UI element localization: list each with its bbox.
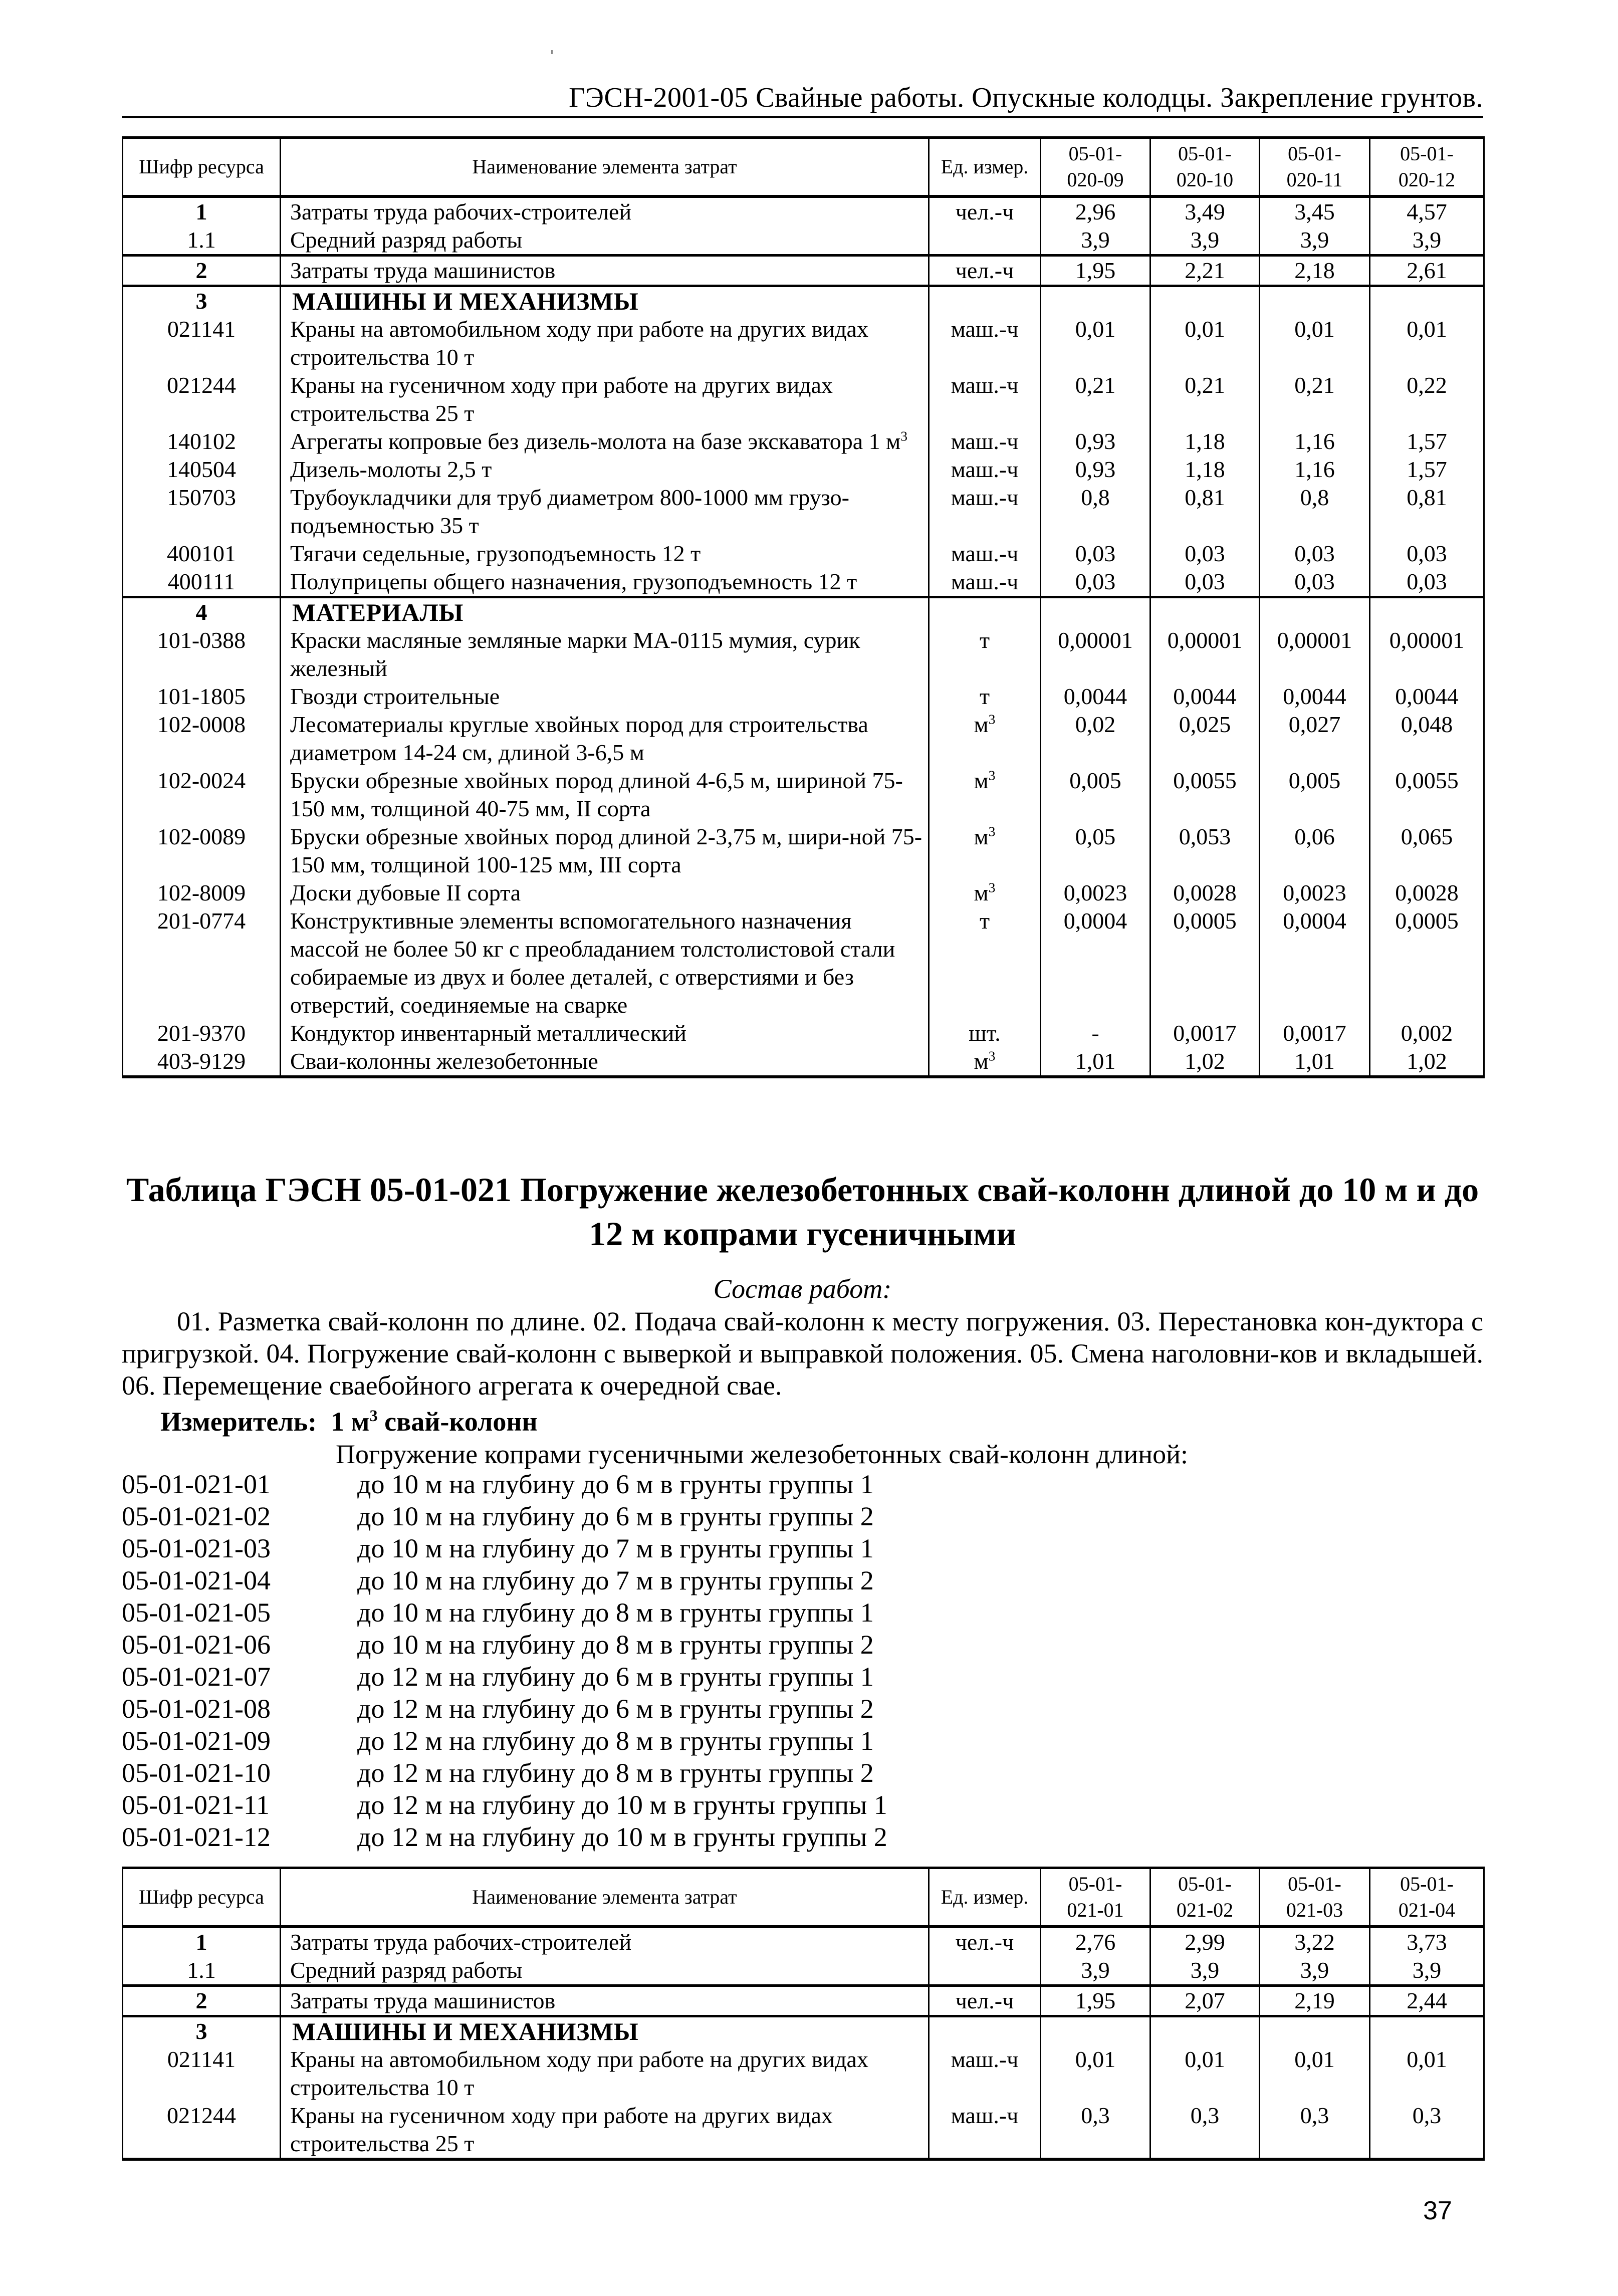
header-code: Шифр ресурса xyxy=(123,1868,281,1927)
resource-code: 2 xyxy=(123,256,281,286)
resource-value: 1,01 xyxy=(1260,1047,1370,1077)
resource-unit: $м^3$ xyxy=(929,767,1041,823)
list-item xyxy=(122,1500,1124,1532)
resource-name: Средний разряд работы xyxy=(281,226,929,256)
resource-code: 021244 xyxy=(123,2102,281,2159)
resource-value: 1,02 xyxy=(1150,1047,1260,1077)
resource-unit xyxy=(929,1956,1041,1986)
resource-value: 0,3 xyxy=(1260,2102,1370,2159)
resource-value: 3,45 xyxy=(1260,196,1370,226)
resource-value: 3,9 xyxy=(1150,226,1260,256)
running-header: ГЭСН-2001-05 Свайные работы. Опускные колодцы. Закрепление грунтов. xyxy=(569,82,1483,113)
resource-name: Полуприцепы общего назначения, грузоподъемность 12 т xyxy=(281,568,929,597)
resource-value: 0,027 xyxy=(1260,711,1370,767)
resource-value: 3,9 xyxy=(1260,1956,1370,1986)
table-row xyxy=(123,626,1484,682)
list-item xyxy=(122,1757,1124,1789)
norm-description: до 12 м на глубину до 8 м в грунты группы 2 xyxy=(357,1758,874,1788)
resource-value: 2,96 xyxy=(1041,196,1150,226)
resource-value xyxy=(1260,2016,1370,2046)
resource-value: 0,22 xyxy=(1370,371,1484,427)
resource-value: 0,3 xyxy=(1370,2102,1484,2159)
table-body xyxy=(123,1927,1484,2159)
list-item xyxy=(122,1468,1124,1500)
resource-value: 1,18 xyxy=(1150,455,1260,484)
resource-value: 0,01 xyxy=(1150,2045,1260,2102)
table-title: Таблица ГЭСН 05-01-021 Погружение железобетонных свай-колонн длиной до 10 м и до 12 м копрами гусеничными xyxy=(126,1171,1479,1253)
table-header-row xyxy=(123,138,1484,197)
table-row xyxy=(123,286,1484,316)
table-row xyxy=(123,1927,1484,1956)
table-row xyxy=(123,196,1484,226)
resource-unit: т xyxy=(929,682,1041,711)
norm-description: до 10 м на глубину до 8 м в грунты группы 1 xyxy=(357,1597,874,1628)
resource-code: 102-0008 xyxy=(123,711,281,767)
resource-value: 4,57 xyxy=(1370,196,1484,226)
resource-value: 0,8 xyxy=(1041,484,1150,540)
resource-name: Затраты труда машинистов xyxy=(281,1986,929,2016)
resource-name: МАТЕРИАЛЫ xyxy=(281,597,929,627)
resource-value: 0,005 xyxy=(1260,767,1370,823)
resource-value xyxy=(1041,286,1150,316)
resource-value: 0,00001 xyxy=(1370,626,1484,682)
header-name: Наименование элемента затрат xyxy=(281,1868,929,1927)
norm-description: до 12 м на глубину до 10 м в грунты группы 1 xyxy=(357,1790,887,1820)
table-row xyxy=(123,226,1484,256)
resource-name: Трубоукладчики для труб диаметром 800-1000 мм грузо-подъемностью 35 т xyxy=(281,484,929,540)
resource-value: 0,81 xyxy=(1370,484,1484,540)
resource-table-021 xyxy=(122,1867,1485,2161)
resource-value: 2,99 xyxy=(1150,1927,1260,1956)
meter-suffix: свай-колонн xyxy=(377,1407,538,1437)
norm-code: 05-01-021-07 xyxy=(122,1662,271,1692)
list-item xyxy=(122,1821,1124,1853)
norm-code: 05-01-021-09 xyxy=(122,1726,271,1756)
resource-value: 0,03 xyxy=(1370,540,1484,568)
resource-unit xyxy=(929,286,1041,316)
resource-unit: чел.-ч xyxy=(929,1927,1041,1956)
table-row xyxy=(123,427,1484,455)
resource-name: Агрегаты копровые без дизель-молота на базе экскаватора 1 $м^3$ xyxy=(281,427,929,455)
resource-table-020 xyxy=(122,136,1485,1078)
resource-value: 0,0017 xyxy=(1260,1019,1370,1047)
table-row xyxy=(123,907,1484,1019)
table-row xyxy=(123,371,1484,427)
codes-list xyxy=(122,1468,1124,1853)
resource-value: 0,0055 xyxy=(1150,767,1260,823)
resource-value: 0,06 xyxy=(1260,823,1370,879)
resource-value: 3,22 xyxy=(1260,1927,1370,1956)
list-item xyxy=(122,1629,1124,1661)
resource-value xyxy=(1150,286,1260,316)
resource-unit: маш.-ч xyxy=(929,484,1041,540)
resource-value: 3,9 xyxy=(1260,226,1370,256)
resource-code: 2 xyxy=(123,1986,281,2016)
resource-value: 0,053 xyxy=(1150,823,1260,879)
resource-unit: $м^3$ xyxy=(929,823,1041,879)
resource-value: 2,07 xyxy=(1150,1986,1260,2016)
resource-value: 1,95 xyxy=(1041,256,1150,286)
resource-value: 0,21 xyxy=(1150,371,1260,427)
resource-name: Затраты труда машинистов xyxy=(281,256,929,286)
resource-value: 1,16 xyxy=(1260,455,1370,484)
resource-value: 1,02 xyxy=(1370,1047,1484,1077)
resource-name: Краны на гусеничном ходу при работе на других видах строительства 25 т xyxy=(281,371,929,427)
resource-value: 0,03 xyxy=(1150,568,1260,597)
resource-name: Краны на гусеничном ходу при работе на других видах строительства 25 т xyxy=(281,2102,929,2159)
resource-name: МАШИНЫ И МЕХАНИЗМЫ xyxy=(281,2016,929,2046)
meter-value: 1 м xyxy=(331,1407,370,1437)
resource-code: 101-1805 xyxy=(123,682,281,711)
resource-value: 0,025 xyxy=(1150,711,1260,767)
resource-code: 102-0024 xyxy=(123,767,281,823)
resource-code: 400111 xyxy=(123,568,281,597)
resource-name: Кондуктор инвентарный металлический xyxy=(281,1019,929,1047)
resource-name: Средний разряд работы xyxy=(281,1956,929,1986)
resource-unit xyxy=(929,226,1041,256)
norm-description: до 12 м на глубину до 8 м в грунты группы 1 xyxy=(357,1726,874,1756)
table-header-row xyxy=(123,1868,1484,1927)
resource-code: 1 xyxy=(123,196,281,226)
resource-value: 0,01 xyxy=(1370,315,1484,371)
resource-unit xyxy=(929,597,1041,627)
table-row xyxy=(123,767,1484,823)
header-col-021-01: 05-01- 021-01 xyxy=(1041,1868,1150,1927)
table-row xyxy=(123,256,1484,286)
resource-value: 0,05 xyxy=(1041,823,1150,879)
resource-name: Краны на автомобильном ходу при работе на других видах строительства 10 т xyxy=(281,315,929,371)
norm-code: 05-01-021-05 xyxy=(122,1597,271,1628)
resource-value: 0,21 xyxy=(1041,371,1150,427)
table-row xyxy=(123,2045,1484,2102)
resource-value xyxy=(1260,286,1370,316)
meter xyxy=(160,1406,538,1438)
resource-value: 0,03 xyxy=(1370,568,1484,597)
resource-unit: маш.-ч xyxy=(929,2102,1041,2159)
resource-value: 1,57 xyxy=(1370,455,1484,484)
resource-value: 0,01 xyxy=(1041,2045,1150,2102)
norm-code: 05-01-021-12 xyxy=(122,1822,271,1852)
resource-value: 1,01 xyxy=(1041,1047,1150,1077)
list-item xyxy=(122,1725,1124,1757)
resource-value: 1,18 xyxy=(1150,427,1260,455)
resource-unit: $м^3$ xyxy=(929,879,1041,907)
header-col-021-02: 05-01- 021-02 xyxy=(1150,1868,1260,1927)
resource-name: Краски масляные земляные марки МА-0115 мумия, сурик железный xyxy=(281,626,929,682)
table-row xyxy=(123,455,1484,484)
resource-value: 0,00001 xyxy=(1150,626,1260,682)
resource-code: 4 xyxy=(123,597,281,627)
resource-value: 0,0055 xyxy=(1370,767,1484,823)
resource-value: 0,03 xyxy=(1041,540,1150,568)
resource-value: 3,9 xyxy=(1370,226,1484,256)
resource-value: 0,01 xyxy=(1370,2045,1484,2102)
resource-value: 0,01 xyxy=(1260,315,1370,371)
norm-description: до 12 м на глубину до 6 м в грунты группы 2 xyxy=(357,1694,874,1724)
resource-value: 0,01 xyxy=(1150,315,1260,371)
header-col-021-04: 05-01- 021-04 xyxy=(1370,1868,1484,1927)
resource-value: 1,57 xyxy=(1370,427,1484,455)
table-body xyxy=(123,196,1484,1077)
resource-unit: $м^3$ xyxy=(929,711,1041,767)
norm-description: до 12 м на глубину до 10 м в грунты группы 2 xyxy=(357,1822,887,1852)
table-row xyxy=(123,823,1484,879)
resource-unit: маш.-ч xyxy=(929,568,1041,597)
resource-value: 0,002 xyxy=(1370,1019,1484,1047)
norm-code: 05-01-021-11 xyxy=(122,1790,270,1820)
resource-value: 0,8 xyxy=(1260,484,1370,540)
resource-name: Бруски обрезные хвойных пород длиной 2-3,75 м, шири-ной 75-150 мм, толщиной 100-125 мм, III сорта xyxy=(281,823,929,879)
resource-value: 3,49 xyxy=(1150,196,1260,226)
resource-value: 3,9 xyxy=(1041,1956,1150,1986)
norm-description: до 10 м на глубину до 7 м в грунты группы 1 xyxy=(357,1533,874,1563)
resource-name: Краны на автомобильном ходу при работе на других видах строительства 10 т xyxy=(281,2045,929,2102)
table-row xyxy=(123,2102,1484,2159)
table-row xyxy=(123,540,1484,568)
resource-code: 140504 xyxy=(123,455,281,484)
resource-value: 3,9 xyxy=(1150,1956,1260,1986)
page-number: 37 xyxy=(1423,2196,1452,2225)
resource-value: 3,9 xyxy=(1370,1956,1484,1986)
norm-description: до 10 м на глубину до 8 м в грунты группы 2 xyxy=(357,1630,874,1660)
resource-value xyxy=(1041,2016,1150,2046)
list-item xyxy=(122,1596,1124,1629)
resource-value: 0,03 xyxy=(1150,540,1260,568)
intro-line: Погружение копрами гусеничными железобетонных свай-колонн длиной: xyxy=(336,1439,1189,1469)
resource-unit: т xyxy=(929,626,1041,682)
resource-code: 021141 xyxy=(123,2045,281,2102)
resource-name: Гвозди строительные xyxy=(281,682,929,711)
resource-value: 0,0023 xyxy=(1041,879,1150,907)
norm-code: 05-01-021-06 xyxy=(122,1630,271,1660)
table-row xyxy=(123,711,1484,767)
resource-value: 0,03 xyxy=(1260,568,1370,597)
resource-code: 400101 xyxy=(123,540,281,568)
resource-unit: $м^3$ xyxy=(929,1047,1041,1077)
norm-description: до 10 м на глубину до 7 м в грунты группы 2 xyxy=(357,1565,874,1595)
resource-value: 3,73 xyxy=(1370,1927,1484,1956)
table-row xyxy=(123,1986,1484,2016)
norm-code: 05-01-021-08 xyxy=(122,1694,271,1724)
composition-label: Состав работ: xyxy=(713,1274,892,1304)
resource-value: 0,0044 xyxy=(1370,682,1484,711)
resource-code: 021244 xyxy=(123,371,281,427)
resource-value xyxy=(1150,2016,1260,2046)
resource-unit: чел.-ч xyxy=(929,256,1041,286)
composition-text: 01. Разметка свай-колонн по длине. 02. Подача свай-колонн к месту погружения. 03. Перестановка кон-дуктора с пригрузкой. 04. Погружение свай-колонн с выверкой и выправкой положения. 05. Смена наголовни-ков и вкладышей. 06. Перемещение сваебойного агрегата к очередной свае. xyxy=(122,1306,1483,1401)
resource-code: 021141 xyxy=(123,315,281,371)
resource-code: 102-0089 xyxy=(123,823,281,879)
resource-value: 0,0004 xyxy=(1260,907,1370,1019)
resource-value xyxy=(1370,286,1484,316)
resource-value: 0,01 xyxy=(1041,315,1150,371)
resource-value xyxy=(1260,597,1370,627)
resource-code: 3 xyxy=(123,2016,281,2046)
resource-name: Затраты труда рабочих-строителей xyxy=(281,196,929,226)
resource-value: 3,9 xyxy=(1041,226,1150,256)
list-item xyxy=(122,1693,1124,1725)
resource-value: 0,93 xyxy=(1041,455,1150,484)
norm-code: 05-01-021-02 xyxy=(122,1501,271,1531)
header-col-021-03: 05-01- 021-03 xyxy=(1260,1868,1370,1927)
list-item xyxy=(122,1564,1124,1596)
resource-name: Сваи-колонны железобетонные xyxy=(281,1047,929,1077)
resource-value: 0,01 xyxy=(1260,2045,1370,2102)
header-col-020-10: 05-01- 020-10 xyxy=(1150,138,1260,197)
resource-code: 3 xyxy=(123,286,281,316)
resource-name: Бруски обрезные хвойных пород длиной 4-6,5 м, шириной 75-150 мм, толщиной 40-75 мм, II сорта xyxy=(281,767,929,823)
header-col-020-12: 05-01- 020-12 xyxy=(1370,138,1484,197)
resource-value xyxy=(1041,597,1150,627)
norm-code: 05-01-021-01 xyxy=(122,1469,271,1499)
resource-unit: маш.-ч xyxy=(929,2045,1041,2102)
resource-name: Конструктивные элементы вспомогательного назначения массой не более 50 кг с преобладанием толстолистовой стали собираемые из двух и более деталей, с отверстиями и без отверстий, соединяемые на сварке xyxy=(281,907,929,1019)
list-item xyxy=(122,1661,1124,1693)
resource-code: 101-0388 xyxy=(123,626,281,682)
table-row xyxy=(123,1956,1484,1986)
table-row xyxy=(123,484,1484,540)
norm-description: до 10 м на глубину до 6 м в грунты группы 2 xyxy=(357,1501,874,1531)
header-code: Шифр ресурса xyxy=(123,138,281,197)
table-row xyxy=(123,597,1484,627)
resource-value: 0,0005 xyxy=(1150,907,1260,1019)
header-unit: Ед. измер. xyxy=(929,1868,1041,1927)
resource-name: Лесоматериалы круглые хвойных пород для строительства диаметром 14-24 см, длиной 3-6,5 м xyxy=(281,711,929,767)
resource-value: 2,44 xyxy=(1370,1986,1484,2016)
resource-unit: маш.-ч xyxy=(929,540,1041,568)
resource-name: Дизель-молоты 2,5 т xyxy=(281,455,929,484)
table-row xyxy=(123,315,1484,371)
scan-mark xyxy=(551,50,553,54)
resource-unit: маш.-ч xyxy=(929,371,1041,427)
resource-value: 0,93 xyxy=(1041,427,1150,455)
resource-value xyxy=(1150,597,1260,627)
resource-code: 1 xyxy=(123,1927,281,1956)
resource-value: 0,03 xyxy=(1260,540,1370,568)
resource-code: 102-8009 xyxy=(123,879,281,907)
resource-value: 0,065 xyxy=(1370,823,1484,879)
norm-description: до 12 м на глубину до 6 м в грунты группы 1 xyxy=(357,1662,874,1692)
resource-unit: чел.-ч xyxy=(929,196,1041,226)
norm-code: 05-01-021-03 xyxy=(122,1533,271,1563)
header-name: Наименование элемента затрат xyxy=(281,138,929,197)
resource-name: Тягачи седельные, грузоподъемность 12 т xyxy=(281,540,929,568)
resource-value: 0,048 xyxy=(1370,711,1484,767)
resource-unit: шт. xyxy=(929,1019,1041,1047)
resource-code: 1.1 xyxy=(123,226,281,256)
resource-unit: маш.-ч xyxy=(929,455,1041,484)
resource-unit xyxy=(929,2016,1041,2046)
list-item xyxy=(122,1789,1124,1821)
resource-value: 1,16 xyxy=(1260,427,1370,455)
resource-value: 0,81 xyxy=(1150,484,1260,540)
resource-value: 2,19 xyxy=(1260,1986,1370,2016)
norm-description: до 10 м на глубину до 6 м в грунты группы 1 xyxy=(357,1469,874,1499)
resource-value: 0,0028 xyxy=(1370,879,1484,907)
resource-value: 0,0044 xyxy=(1041,682,1150,711)
resource-value: 0,03 xyxy=(1041,568,1150,597)
resource-value: 0,005 xyxy=(1041,767,1150,823)
resource-value xyxy=(1370,2016,1484,2046)
resource-name: Доски дубовые II сорта xyxy=(281,879,929,907)
header-col-020-11: 05-01- 020-11 xyxy=(1260,138,1370,197)
resource-name: Затраты труда рабочих-строителей xyxy=(281,1927,929,1956)
table-row xyxy=(123,682,1484,711)
resource-value: 2,18 xyxy=(1260,256,1370,286)
resource-value: 0,0044 xyxy=(1260,682,1370,711)
resource-value: 0,3 xyxy=(1150,2102,1260,2159)
resource-value: 0,00001 xyxy=(1260,626,1370,682)
resource-unit: маш.-ч xyxy=(929,427,1041,455)
resource-code: 201-0774 xyxy=(123,907,281,1019)
table-row xyxy=(123,879,1484,907)
resource-value: 0,0017 xyxy=(1150,1019,1260,1047)
header-unit: Ед. измер. xyxy=(929,138,1041,197)
resource-value: 0,0005 xyxy=(1370,907,1484,1019)
table-row xyxy=(123,1047,1484,1077)
list-item xyxy=(122,1532,1124,1564)
resource-code: 1.1 xyxy=(123,1956,281,1986)
meter-label: Измеритель: xyxy=(160,1407,317,1437)
meter-sup: 3 xyxy=(369,1407,378,1425)
resource-code: 150703 xyxy=(123,484,281,540)
resource-value: 0,0044 xyxy=(1150,682,1260,711)
norm-code: 05-01-021-10 xyxy=(122,1758,271,1788)
resource-value: 0,00001 xyxy=(1041,626,1150,682)
table-row xyxy=(123,1019,1484,1047)
resource-code: 403-9129 xyxy=(123,1047,281,1077)
resource-value: 0,3 xyxy=(1041,2102,1150,2159)
resource-value: 0,0023 xyxy=(1260,879,1370,907)
resource-value: 1,95 xyxy=(1041,1986,1150,2016)
resource-unit: маш.-ч xyxy=(929,315,1041,371)
resource-value: 0,21 xyxy=(1260,371,1370,427)
norm-code: 05-01-021-04 xyxy=(122,1565,271,1595)
resource-value: 0,0028 xyxy=(1150,879,1260,907)
resource-value: 0,02 xyxy=(1041,711,1150,767)
resource-value xyxy=(1370,597,1484,627)
header-col-020-09: 05-01- 020-09 xyxy=(1041,138,1150,197)
resource-unit: чел.-ч xyxy=(929,1986,1041,2016)
resource-code: 201-9370 xyxy=(123,1019,281,1047)
resource-value: - xyxy=(1041,1019,1150,1047)
resource-name: МАШИНЫ И МЕХАНИЗМЫ xyxy=(281,286,929,316)
table-row xyxy=(123,2016,1484,2046)
resource-unit: т xyxy=(929,907,1041,1019)
resource-value: 2,76 xyxy=(1041,1927,1150,1956)
table-row xyxy=(123,568,1484,597)
resource-value: 2,21 xyxy=(1150,256,1260,286)
header-rule xyxy=(122,116,1483,118)
resource-code: 140102 xyxy=(123,427,281,455)
resource-value: 2,61 xyxy=(1370,256,1484,286)
resource-value: 0,0004 xyxy=(1041,907,1150,1019)
